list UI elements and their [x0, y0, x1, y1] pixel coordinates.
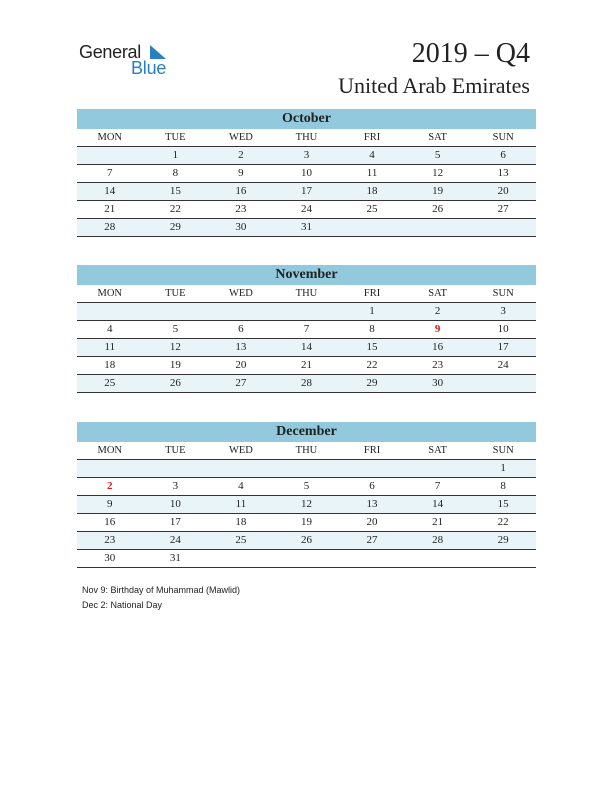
day-cell: 3 — [303, 149, 310, 161]
day-cell: 24 — [300, 203, 312, 215]
day-cell: 14 — [300, 341, 312, 353]
week-row — [77, 496, 536, 514]
day-cell — [143, 303, 209, 320]
weekday-label: WED — [228, 445, 253, 456]
weekday-label: SUN — [492, 132, 514, 143]
day-cell: 18 — [104, 359, 116, 371]
day-cell: 10 — [169, 498, 181, 510]
weekday-label: SUN — [492, 288, 514, 299]
day-cell — [274, 460, 340, 477]
month-title: December — [77, 422, 536, 442]
month-title: November — [77, 265, 536, 285]
day-cell: 17 — [169, 516, 181, 528]
day-cell: 6 — [369, 480, 375, 492]
day-cell — [339, 550, 405, 567]
day-cell: 3 — [500, 305, 506, 317]
day-cell: 30 — [235, 221, 247, 233]
day-cell: 21 — [300, 359, 312, 371]
day-cell: 15 — [497, 498, 509, 510]
day-cell: 16 — [432, 341, 444, 353]
day-cell: 25 — [366, 203, 378, 215]
day-cell: 24 — [497, 359, 509, 371]
weekday-label: FRI — [363, 132, 381, 143]
day-cell: 28 — [300, 377, 312, 389]
day-cell: 28 — [104, 221, 116, 233]
day-cell: 6 — [238, 323, 244, 335]
day-cell: 11 — [235, 498, 247, 510]
day-cell: 2 — [434, 305, 441, 317]
week-row — [77, 460, 536, 478]
day-cell: 9 — [238, 167, 244, 179]
day-cell: 25 — [104, 377, 116, 389]
weekday-label: SAT — [428, 132, 447, 143]
day-cell: 20 — [497, 185, 509, 197]
weekday-label: TUE — [165, 288, 186, 299]
week-row — [77, 321, 536, 339]
day-cell: 4 — [369, 149, 375, 161]
day-cell: 13 — [497, 167, 509, 179]
weekday-header-row — [77, 129, 536, 147]
day-cell — [77, 460, 143, 477]
day-cell: 1 — [500, 462, 506, 474]
logo-triangle-icon — [150, 45, 166, 59]
week-row — [77, 514, 536, 532]
day-cell: 27 — [497, 203, 509, 215]
day-cell — [470, 375, 536, 392]
day-cell: 11 — [104, 341, 116, 353]
day-cell: 18 — [366, 185, 378, 197]
day-cell: 29 — [366, 377, 378, 389]
day-cell: 26 — [169, 377, 181, 389]
day-cell: 16 — [235, 185, 247, 197]
day-cell: 17 — [497, 341, 509, 353]
day-cell: 19 — [432, 185, 444, 197]
day-cell: 14 — [104, 185, 116, 197]
day-cell: 20 — [235, 359, 247, 371]
weekday-header-row — [77, 285, 536, 303]
day-cell — [77, 147, 143, 164]
day-cell: 15 — [366, 341, 378, 353]
week-row — [77, 201, 536, 219]
weekday-label: WED — [228, 132, 253, 143]
day-cell — [405, 219, 471, 236]
day-cell: 18 — [235, 516, 247, 528]
page-title: 2019 – Q4 — [411, 38, 530, 69]
day-cell — [274, 550, 340, 567]
day-cell: 22 — [497, 516, 509, 528]
day-cell: 10 — [497, 323, 509, 335]
day-cell: 8 — [172, 167, 179, 179]
day-cell: 7 — [303, 323, 310, 335]
day-cell: 3 — [172, 480, 179, 492]
day-cell: 6 — [500, 149, 506, 161]
week-row — [77, 357, 536, 375]
day-cell: 29 — [497, 534, 509, 546]
day-cell: 9 — [107, 498, 113, 510]
day-cell: 4 — [107, 323, 113, 335]
day-cell: 8 — [369, 323, 375, 335]
day-cell — [274, 303, 340, 320]
day-cell: 22 — [169, 203, 181, 215]
day-cell: 4 — [238, 480, 244, 492]
month-calendar — [77, 265, 536, 393]
day-cell — [339, 219, 405, 236]
week-row — [77, 219, 536, 237]
weekday-label: WED — [228, 288, 253, 299]
day-cell: 1 — [172, 149, 179, 161]
weekday-label: FRI — [363, 445, 381, 456]
weekday-label: MON — [97, 445, 123, 456]
day-cell: 7 — [107, 167, 113, 179]
weekday-label: SUN — [492, 445, 514, 456]
day-cell: 26 — [300, 534, 312, 546]
week-row — [77, 183, 536, 201]
weekday-label: MON — [97, 132, 123, 143]
day-cell: 17 — [300, 185, 312, 197]
month-title: October — [77, 109, 536, 129]
weekday-label: TUE — [165, 445, 186, 456]
day-cell: 28 — [432, 534, 444, 546]
logo — [79, 42, 179, 82]
country-name: United Arab Emirates — [338, 73, 530, 98]
day-cell — [470, 219, 536, 236]
day-cell: 14 — [432, 498, 444, 510]
week-row — [77, 550, 536, 568]
day-cell: 31 — [300, 221, 312, 233]
day-cell — [77, 303, 143, 320]
day-cell: 23 — [235, 203, 247, 215]
week-row — [77, 165, 536, 183]
weekday-label: SAT — [428, 288, 447, 299]
day-cell: 19 — [169, 359, 181, 371]
day-cell: 5 — [303, 480, 310, 492]
day-cell: 29 — [169, 221, 181, 233]
day-cell: 27 — [366, 534, 378, 546]
weekday-label: SAT — [428, 445, 447, 456]
day-cell: 12 — [432, 167, 444, 179]
week-row — [77, 532, 536, 550]
day-cell: 27 — [235, 377, 247, 389]
week-row — [77, 303, 536, 321]
weekday-label: THU — [295, 288, 318, 299]
holiday-notes — [82, 583, 240, 613]
day-cell — [143, 460, 209, 477]
day-cell — [208, 460, 274, 477]
day-cell: 13 — [366, 498, 378, 510]
month-calendar — [77, 109, 536, 237]
holiday-day-cell: 2 — [107, 480, 113, 492]
holiday-day-cell: 9 — [434, 323, 441, 335]
day-cell: 5 — [172, 323, 179, 335]
weekday-label: FRI — [363, 288, 381, 299]
day-cell: 31 — [169, 552, 181, 564]
day-cell: 11 — [366, 167, 378, 179]
week-row — [77, 339, 536, 357]
weekday-label: THU — [295, 132, 318, 143]
day-cell: 24 — [169, 534, 181, 546]
day-cell: 15 — [169, 185, 181, 197]
day-cell: 13 — [235, 341, 247, 353]
day-cell: 22 — [366, 359, 378, 371]
week-row — [77, 147, 536, 165]
weekday-label: MON — [97, 288, 123, 299]
day-cell: 19 — [300, 516, 312, 528]
day-cell: 23 — [432, 359, 444, 371]
day-cell: 12 — [169, 341, 181, 353]
day-cell: 20 — [366, 516, 378, 528]
day-cell — [208, 303, 274, 320]
day-cell — [405, 550, 471, 567]
week-row — [77, 478, 536, 496]
day-cell: 23 — [104, 534, 116, 546]
day-cell: 30 — [432, 377, 444, 389]
logo-general-text: General — [79, 42, 141, 62]
day-cell: 21 — [432, 516, 444, 528]
holiday-note: Nov 9: Birthday of Muhammad (Mawlid) — [82, 585, 241, 595]
day-cell: 16 — [104, 516, 116, 528]
day-cell — [470, 550, 536, 567]
day-cell: 21 — [104, 203, 116, 215]
day-cell — [339, 460, 405, 477]
day-cell: 12 — [300, 498, 312, 510]
logo-blue-text: Blue — [131, 58, 167, 78]
day-cell: 26 — [432, 203, 444, 215]
day-cell: 25 — [235, 534, 247, 546]
day-cell: 10 — [300, 167, 312, 179]
weekday-label: TUE — [165, 132, 186, 143]
day-cell: 30 — [104, 552, 116, 564]
month-calendar — [77, 422, 536, 568]
weekday-header-row — [77, 442, 536, 460]
weekday-label: THU — [295, 445, 318, 456]
day-cell — [405, 460, 471, 477]
day-cell: 7 — [434, 480, 441, 492]
week-row — [77, 375, 536, 393]
day-cell: 5 — [434, 149, 441, 161]
day-cell: 1 — [369, 305, 375, 317]
day-cell: 8 — [500, 480, 506, 492]
day-cell — [208, 550, 274, 567]
holiday-note: Dec 2: National Day — [82, 600, 163, 610]
day-cell: 2 — [238, 149, 244, 161]
